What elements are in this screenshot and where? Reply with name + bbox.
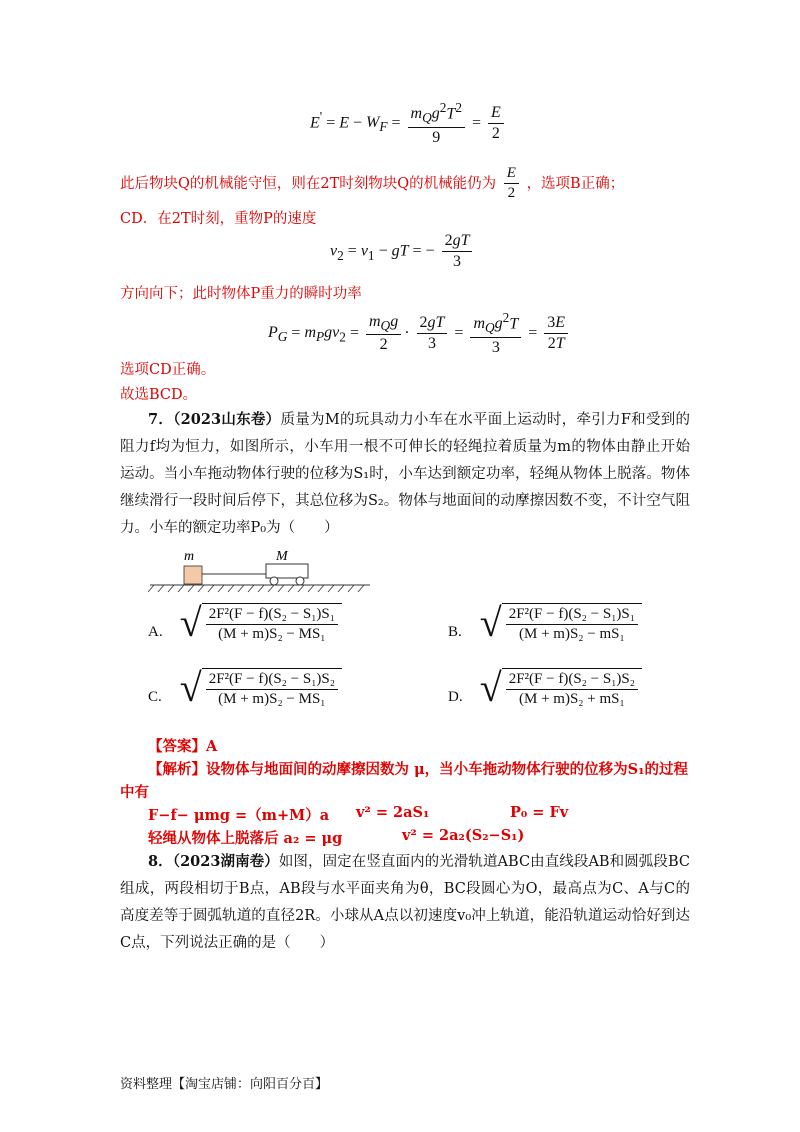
cart-M [266,564,308,578]
question-7: 7．（2023山东卷）质量为M的玩具动力小车在水平面上运动时，牵引力F和受到的阻力f均为恒力，如图所示，小车用一根不可伸长的轻绳拉着质量为m的物体由静止开始运动。当小车拖动物体行驶的位移为S₁时，小车达到额定功率，轻绳从物体上脱落。物体继续滑行一段时间后停下，其总位移为S₂。物体与地面间的动摩擦因数不变，不计空气阻力。小车的额定功率P₀为（ ） [120,411,691,536]
option-c[interactable]: C. √ $\frac{\text{2F²(F − f)(S₂ − S₁)S₂}}{\text{(M + m)S₂ − MS₁}}$ [148,668,342,709]
option-d[interactable]: D. √ $\frac{\text{2F²(F − f)(S₂ − S₁)S₂}}{\text{(M + m)S₂ + mS₁}}$ [448,668,642,709]
line-direction: 方向向下；此时物体P重力的瞬时功率 [120,286,362,302]
equation-energy: $E' = E - W_F$ = $\frac{m_Qg^2T^2}{9}$ = $\frac{E}{2}$ [310,100,507,147]
cart-figure [148,548,378,594]
analysis-line-2: 中有 [120,784,149,801]
question-8: 8．（2023湖南卷）如图，固定在竖直面内的光滑轨道ABC由直线段AB和圆弧段BC组成，两段相切于B点，AB段与水平面夹角为θ，BC段圆心为O，最高点为C、A与C的高度差等于圆弧轨道的直径2R。小球从A点以初速度v₀冲上轨道，能沿轨道运动恰好到达C点，下列说法正确的是（ ） [120,853,690,951]
answer: 【答案】A [148,738,218,755]
label-m: m [184,549,195,564]
line-choose: 故选BCD。 [120,387,198,403]
eq-force: F−f− μmg =（m+M）a [148,807,330,824]
option-b[interactable]: B. √ $\frac{\text{2F²(F − f)(S₂ − S₁)S₁}}{\text{(M + m)S₂ − mS₁}}$ [448,603,642,644]
line-cd: CD．在2T时刻，重物P的速度 [120,211,317,227]
line-b-correct: 此后物块Q的机械能守恒，则在2T时刻物块Q的机械能仍为 $\frac{E}{2}$ ，选项B正确； [120,165,625,202]
label-M: M [276,549,288,564]
eq-after-release: 轻绳从物体上脱落后 a₂ = μg [148,830,343,847]
equation-velocity: $v_2 = v_1$ − gT = − $\frac{2gT}{3}$ [330,232,475,272]
eq-velocity-sq: v² = 2aS₁ [356,804,430,821]
analysis-line-1: 【解析】设物体与地面间的动摩擦因数为 μ，当小车拖动物体行驶的位移为S₁的过程 [148,761,688,778]
eq-power-p0: P₀ = Fv [510,804,569,821]
equation-power: $P_G = m_Pgv_2$ = $\frac{m_Qg}{2}$ · $\frac{2gT}{3}$ = $\frac{m_Qg^2T}{3}$ = $\frac{3E}{2T}$ [268,310,571,357]
block-m [184,566,202,584]
eq-velocity-sq-2: v² = 2a₂(S₂−S₁) [402,827,525,844]
line-cd-correct: 选项CD正确。 [120,362,216,378]
option-a[interactable]: A. √ $\frac{\text{2F²(F − f)(S₂ − S₁)S₁}}{\text{(M + m)S₂ − MS₁}}$ [148,603,342,644]
footer: 资料整理【淘宝店铺：向阳百分百】 [120,1077,329,1092]
